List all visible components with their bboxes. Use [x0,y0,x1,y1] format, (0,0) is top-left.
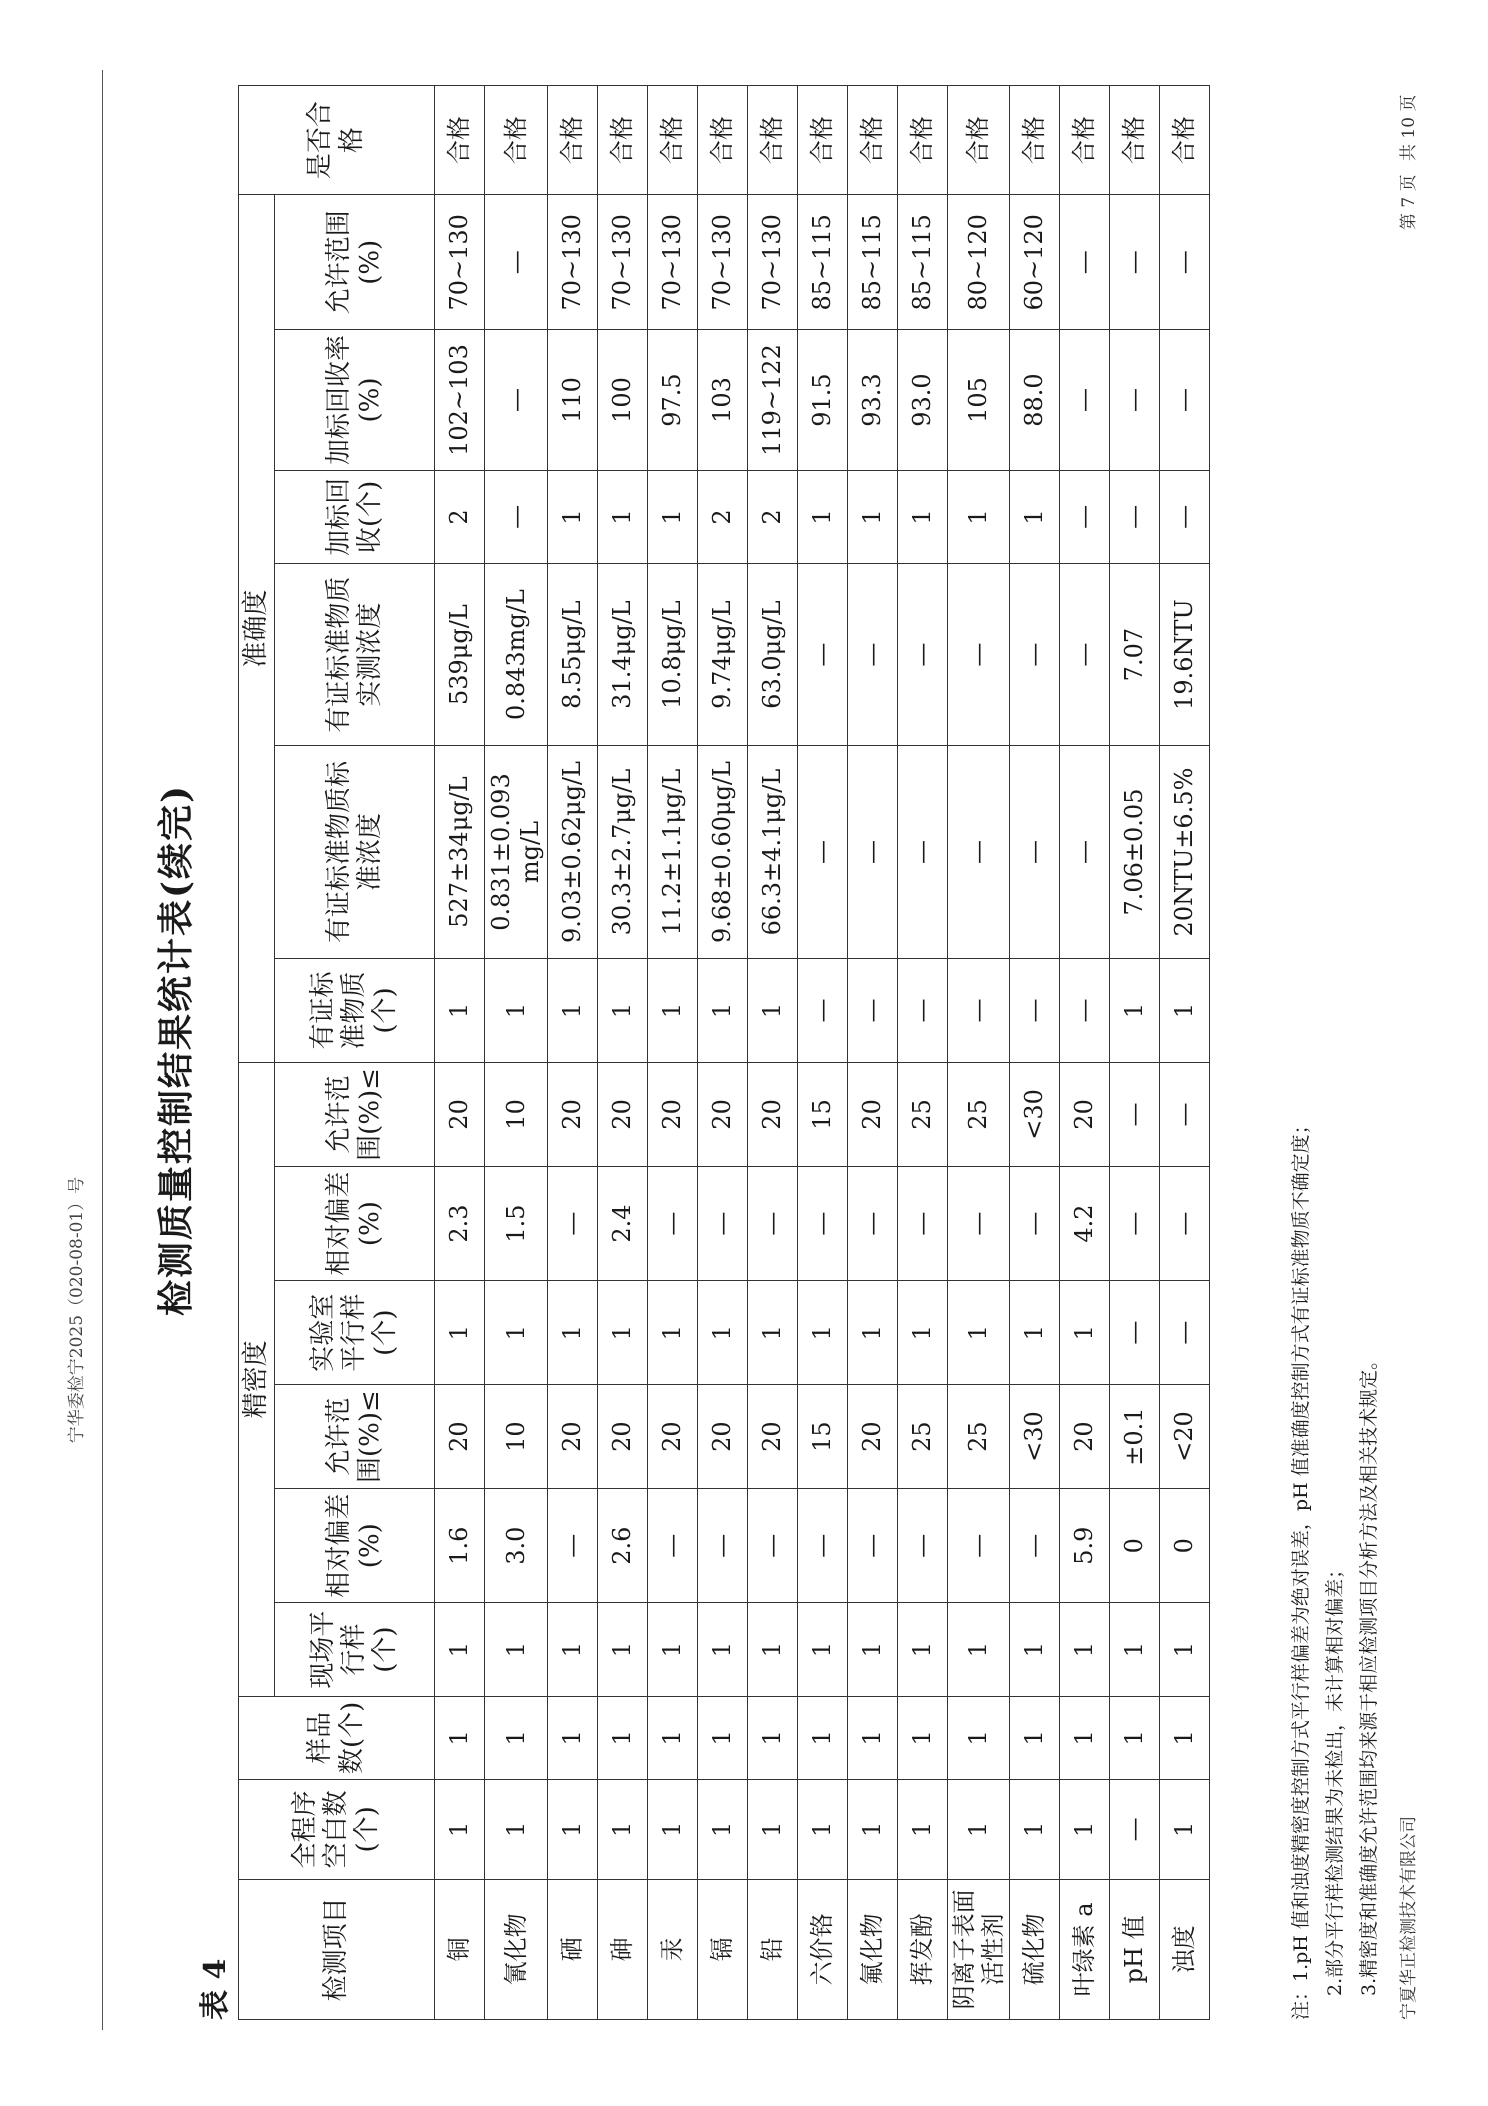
table-cell: 合格 [1110,86,1160,195]
table-cell: 合格 [697,86,747,195]
table-cell: 20 [647,1062,697,1166]
table-cell: — [1010,564,1060,746]
header-spike-count: 加标回收(个) [275,470,435,564]
table-cell: — [897,1166,947,1280]
table-cell: 1 [647,1696,697,1779]
table-cell: 0 [1160,1489,1210,1603]
table-cell: 1 [947,1696,1010,1779]
table-cell: 70~130 [547,195,597,330]
table-cell: 1 [1060,1281,1110,1385]
header-crm-count: 有证标准物质(个) [275,959,435,1063]
table-cell: 9.03±0.62μg/L [547,746,597,959]
table-cell: 20 [435,1062,485,1166]
table-cell: 合格 [1010,86,1060,195]
table-cell: — [797,959,847,1063]
table-cell: 66.3±4.1μg/L [747,746,797,959]
table-cell: 70~130 [647,195,697,330]
table-cell: 1.5 [485,1166,548,1280]
table-cell: 1 [1010,1696,1060,1779]
table-cell: 30.3±2.7μg/L [597,746,647,959]
table-cell: 1 [547,959,597,1063]
table-cell: — [547,1166,597,1280]
rotated-page [40,70,1440,2030]
table-cell: 7.06±0.05 [1110,746,1160,959]
table-cell: 1 [485,1603,548,1697]
note-3: 3.精密度和准确度允许范围均来源于相应检测项目分析方法及相关技术规定。 [1358,1350,1380,1996]
table-cell: 1 [747,1779,797,1879]
table-cell: 0 [1110,1489,1160,1603]
table-cell: 1 [435,959,485,1063]
header-crm-measured: 有证标准物质实测浓度 [275,564,435,746]
table-cell: 1 [647,1779,697,1879]
header-accuracy: 准确度 [239,195,275,1063]
table-cell: 1 [547,470,597,564]
table-cell: 1 [697,1603,747,1697]
table-cell: 20 [547,1385,597,1489]
table-cell: — [647,1489,697,1603]
table-cell: — [1160,1281,1210,1385]
header-divider [102,70,103,2030]
table-cell: — [547,1489,597,1603]
row-item-name: 挥发酚 [897,1879,947,2019]
table-cell: — [1060,195,1110,330]
table-cell: 1 [1010,1603,1060,1697]
row-item-name: 砷 [597,1879,647,2019]
table-cell: — [1010,959,1060,1063]
table-cell: 1 [847,1696,897,1779]
row-item-name: 镉 [697,1879,747,2019]
table-cell: — [1160,330,1210,470]
table-cell: 100 [597,330,647,470]
table-cell: — [1060,470,1110,564]
table-cell: 1 [547,1779,597,1879]
table-cell: 1 [747,959,797,1063]
row-item-name: 硫化物 [1010,1879,1060,2019]
header-blank: 全程序空白数(个) [239,1779,435,1879]
header-samples: 样品数(个) [239,1696,435,1779]
table-cell: 527±34μg/L [435,746,485,959]
qc-table [238,85,1210,2020]
table-cell: 1 [847,1281,897,1385]
table-cell: — [1160,470,1210,564]
table-cell: — [1110,1281,1160,1385]
table-cell: 1 [747,1603,797,1697]
table-cell: — [747,1166,797,1280]
table-cell: — [947,1166,1010,1280]
table-cell: 85~115 [897,195,947,330]
table-cell: — [697,1489,747,1603]
table-cell: 70~130 [697,195,747,330]
table-cell: — [947,746,1010,959]
table-cell: 1 [797,1779,847,1879]
table-cell: — [847,746,897,959]
note-2: 2.部分平行样检测结果为未检出，未计算相对偏差； [1324,1559,1346,1996]
table-cell: 1 [597,1603,647,1697]
table-cell: 1.6 [435,1489,485,1603]
table-cell: 5.9 [1060,1489,1110,1603]
table-cell: — [897,564,947,746]
table-cell: 1 [847,1779,897,1879]
table-cell: — [1010,1489,1060,1603]
header-lab-allow: 允许范围(%)≤ [275,1062,435,1166]
table-row [797,86,847,2020]
table-cell: 60~120 [1010,195,1060,330]
table-cell: 15 [797,1385,847,1489]
table-cell: 102~103 [435,330,485,470]
table-cell: 9.68±0.60μg/L [697,746,747,959]
page-total: 共 10 页 [1399,94,1419,161]
table-cell: 2 [697,470,747,564]
table-cell: — [947,564,1010,746]
table-cell: — [485,330,548,470]
table-cell: 15 [797,1062,847,1166]
table-cell: 1 [435,1696,485,1779]
table-cell: 1 [697,959,747,1063]
table-cell: 20 [697,1385,747,1489]
table-cell: 91.5 [797,330,847,470]
table-cell: — [797,746,847,959]
table-cell: <20 [1160,1385,1210,1489]
table-cell: 合格 [647,86,697,195]
table-cell: 1 [1160,1779,1210,1879]
table-cell: 1 [747,1281,797,1385]
table-cell: 10 [485,1385,548,1489]
header-crm-standard: 有证标准物质标准浓度 [275,746,435,959]
table-cell: — [947,959,1010,1063]
row-item-name: 铅 [747,1879,797,2019]
table-cell: 2 [435,470,485,564]
header-lab-parallel: 实验室平行样(个) [275,1281,435,1385]
table-cell: — [1110,1166,1160,1280]
row-item-name: pH 值 [1110,1879,1160,2019]
page-number [1394,87,1419,230]
table-cell: 20 [597,1062,647,1166]
table-row [485,86,548,2020]
table-cell: 合格 [747,86,797,195]
table-cell: 0.831±0.093 mg/L [485,746,548,959]
table-cell: <30 [1010,1385,1060,1489]
table-cell: 3.0 [485,1489,548,1603]
table-cell: 1 [697,1779,747,1879]
table-cell: — [797,564,847,746]
table-cell: 1 [1060,1779,1110,1879]
table-cell: — [1160,1166,1210,1280]
table-cell: — [897,959,947,1063]
table-row [547,86,597,2020]
table-cell: — [897,1489,947,1603]
header-field-rel-dev: 相对偏差(%) [275,1489,435,1603]
table-cell: 1 [847,470,897,564]
header-spike-recovery: 加标回收率(%) [275,330,435,470]
table-cell: 合格 [847,86,897,195]
table-cell: 1 [1110,1603,1160,1697]
table-cell: — [897,746,947,959]
table-cell: 2.6 [597,1489,647,1603]
table-cell: 1 [1010,470,1060,564]
table-cell: <30 [1010,1062,1060,1166]
table-cell: 25 [897,1385,947,1489]
table-cell: 1 [547,1281,597,1385]
table-row [897,86,947,2020]
table-cell: 1 [947,470,1010,564]
table-row [697,86,747,2020]
table-cell: 1 [647,959,697,1063]
table-cell: — [485,470,548,564]
table-cell: 20 [597,1385,647,1489]
table-cell: 4.2 [1060,1166,1110,1280]
table-cell: 20 [1060,1062,1110,1166]
table-cell: 8.55μg/L [547,564,597,746]
table-cell: 合格 [435,86,485,195]
table-cell: 93.0 [897,330,947,470]
table-cell: 19.6NTU [1160,564,1210,746]
table-cell: 20 [647,1385,697,1489]
table-cell: 1 [435,1281,485,1385]
table-cell: — [797,1489,847,1603]
header-lab-rel-dev: 相对偏差(%) [275,1166,435,1280]
note-1: 注：1.pH 值和浊度精密度控制方式平行样偏差为绝对误差，pH 值准确度控制方式有证标准物质不确定度； [1290,1115,1312,2020]
table-cell: — [1060,959,1110,1063]
table-cell: 合格 [1160,86,1210,195]
table-cell: — [1010,1166,1060,1280]
table-cell: — [797,1166,847,1280]
table-cell: 1 [547,1696,597,1779]
table-cell: 25 [947,1062,1010,1166]
table-cell: — [1160,1062,1210,1166]
table-cell: 20 [697,1062,747,1166]
table-cell: 合格 [547,86,597,195]
table-cell: 1 [647,470,697,564]
header-precision: 精密度 [239,1062,275,1696]
table-cell: 20 [1060,1385,1110,1489]
table-cell: ±0.1 [1110,1385,1160,1489]
table-cell: — [697,1166,747,1280]
table-cell: 1 [847,1603,897,1697]
table-cell: 1 [897,470,947,564]
table-cell: 合格 [897,86,947,195]
table-cell: 1 [485,1281,548,1385]
table-cell: — [847,959,897,1063]
table-cell: 1 [1160,959,1210,1063]
table-cell: 93.3 [847,330,897,470]
table-cell: 1 [947,1281,1010,1385]
table-cell: 63.0μg/L [747,564,797,746]
row-item-name: 阴离子表面活性剂 [947,1879,1010,2019]
table-cell: 119~122 [747,330,797,470]
table-cell: 合格 [597,86,647,195]
table-row [647,86,697,2020]
table-cell: 1 [897,1779,947,1879]
table-cell: 25 [897,1062,947,1166]
table-cell: 1 [897,1281,947,1385]
table-cell: 1 [485,959,548,1063]
table-cell: 1 [797,1281,847,1385]
table-cell: 110 [547,330,597,470]
table-cell: 1 [797,1603,847,1697]
row-item-name: 汞 [647,1879,697,2019]
table-cell: 105 [947,330,1010,470]
table-cell: 1 [1010,1779,1060,1879]
table-cell: — [747,1489,797,1603]
table-row [1110,86,1160,2020]
table-cell: 合格 [947,86,1010,195]
table-cell: 1 [697,1696,747,1779]
table-cell: 1 [797,470,847,564]
table-cell: 合格 [1060,86,1110,195]
table-cell: 85~115 [797,195,847,330]
table-cell: 20NTU±6.5% [1160,746,1210,959]
row-item-name: 浊度 [1160,1879,1210,2019]
header-field-allow: 允许范围(%)≤ [275,1385,435,1489]
page-current: 第 7 页 [1399,174,1419,230]
row-item-name: 氟化物 [847,1879,897,2019]
table-cell: 1 [1060,1603,1110,1697]
table-cell: 合格 [485,86,548,195]
table-cell: 1 [947,1779,1010,1879]
table-cell: 20 [847,1385,897,1489]
table-cell: — [1110,1779,1160,1879]
table-row [847,86,897,2020]
row-item-name: 六价铬 [797,1879,847,2019]
report-number: 宁华委检宁2025（020-08-01）号 [67,1176,87,1444]
table-row [1010,86,1060,2020]
header-field-parallel: 现场平行样(个) [275,1603,435,1697]
row-item-name: 硒 [547,1879,597,2019]
table-cell: — [485,195,548,330]
table-cell: 1 [1010,1281,1060,1385]
table-cell: 1 [1160,1603,1210,1697]
table-cell: — [1110,330,1160,470]
table-cell: 2.3 [435,1166,485,1280]
table-cell: 1 [547,1603,597,1697]
table-cell: 1 [1060,1696,1110,1779]
table-cell: — [647,1166,697,1280]
table-cell: 1 [597,1281,647,1385]
table-cell: 7.07 [1110,564,1160,746]
table-cell: 9.74μg/L [697,564,747,746]
table-cell: 103 [697,330,747,470]
table-cell: 70~130 [435,195,485,330]
table-cell: 31.4μg/L [597,564,647,746]
table-cell: 1 [647,1281,697,1385]
table-cell: 1 [1110,1696,1160,1779]
table-cell: 20 [547,1062,597,1166]
table-cell: — [847,1166,897,1280]
table-cell: — [1110,1062,1160,1166]
table-cell: — [847,1489,897,1603]
table-cell: 1 [947,1603,1010,1697]
table-cell: 1 [797,1696,847,1779]
table-cell: — [1060,330,1110,470]
notes [1284,1115,1386,2020]
table-cell: 20 [747,1385,797,1489]
table-row [1160,86,1210,2020]
table-cell: 1 [747,1696,797,1779]
table-cell: 合格 [797,86,847,195]
table-cell: 10.8μg/L [647,564,697,746]
table-cell: 1 [435,1603,485,1697]
table-cell: 1 [597,1779,647,1879]
table-cell: 97.5 [647,330,697,470]
header-item: 检测项目 [239,1879,435,2019]
table-cell: 1 [597,1696,647,1779]
table-cell: 20 [847,1062,897,1166]
table-cell: — [1060,746,1110,959]
table-cell: 1 [897,1696,947,1779]
table-cell: 11.2±1.1μg/L [647,746,697,959]
table-cell: 80~120 [947,195,1010,330]
table-cell: 10 [485,1062,548,1166]
table-cell: 1 [897,1603,947,1697]
table-cell: 1 [485,1696,548,1779]
table-cell: 2 [747,470,797,564]
table-cell: 70~130 [747,195,797,330]
table-cell: 1 [485,1779,548,1879]
table-cell: — [1010,746,1060,959]
table-cell: 1 [597,959,647,1063]
table-row [597,86,647,2020]
table-cell: 1 [597,470,647,564]
table-cell: 1 [647,1603,697,1697]
table-cell: — [1110,470,1160,564]
table-cell: 20 [435,1385,485,1489]
table-cell: — [1110,195,1160,330]
table-cell: 1 [697,1281,747,1385]
page-title: 检测质量控制结果统计表(续完) [155,783,197,1317]
header-spike-allow: 允许范围(%) [275,195,435,330]
table-row [947,86,1010,2020]
header-row-1 [239,86,275,2020]
row-item-name: 铜 [435,1879,485,2019]
table-cell: 0.843mg/L [485,564,548,746]
table-cell: 1 [1160,1696,1210,1779]
table-cell: 1 [1110,959,1160,1063]
table-cell: — [947,1489,1010,1603]
table-cell: — [1160,195,1210,330]
table-row [1060,86,1110,2020]
table-body [435,86,1210,2020]
table-row [435,86,485,2020]
header-qualified: 是否合格 [239,86,435,195]
table-cell: 539μg/L [435,564,485,746]
table-cell: 1 [435,1779,485,1879]
table-cell: — [1060,564,1110,746]
row-item-name: 氰化物 [485,1879,548,2019]
table-cell: 85~115 [847,195,897,330]
table-cell: 88.0 [1010,330,1060,470]
table-cell: 25 [947,1385,1010,1489]
table-cell: 20 [747,1062,797,1166]
table-cell: 70~130 [597,195,647,330]
company-name: 宁夏华正检测技术有限公司 [1399,1816,1419,2020]
row-item-name: 叶绿素 a [1060,1879,1110,2019]
table-cell: — [847,564,897,746]
table-cell: 2.4 [597,1166,647,1280]
table-row [747,86,797,2020]
table-label: 表 4 [198,1958,233,2020]
